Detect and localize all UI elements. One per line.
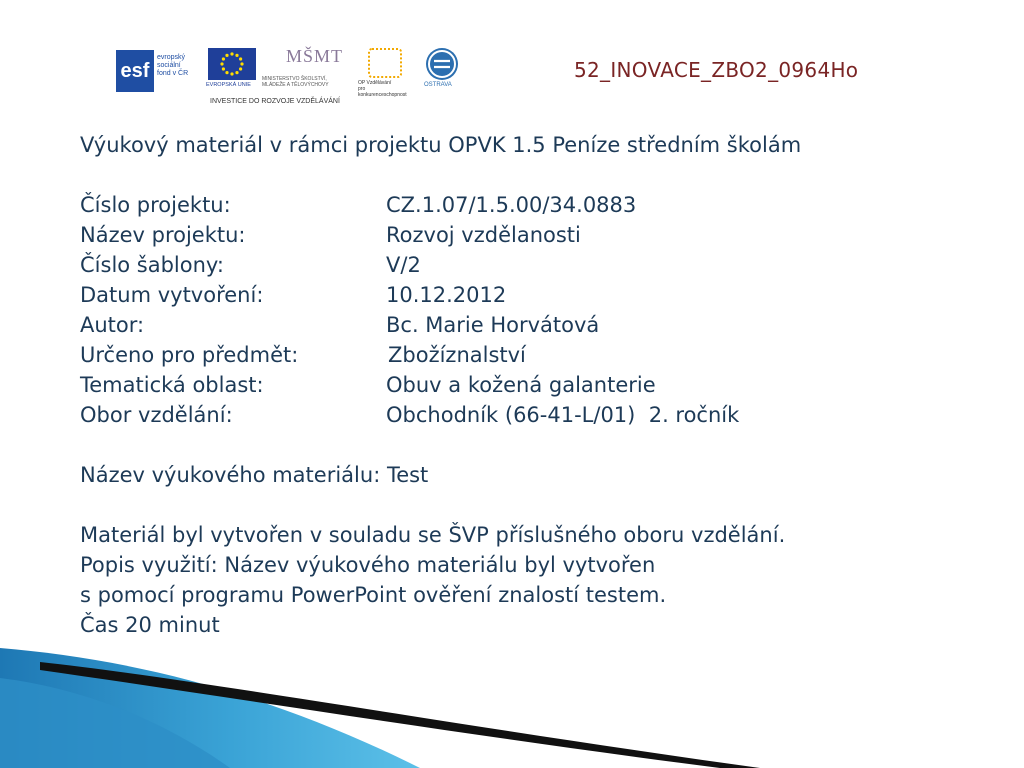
field-value: V/2 bbox=[386, 253, 421, 277]
esf-text: evropský sociální fond v ČR bbox=[157, 54, 189, 77]
op-mark-icon bbox=[368, 48, 402, 78]
description-line: Materiál byl vytvořen v souladu se ŠVP příslušného oboru vzdělání. bbox=[80, 523, 786, 547]
eu-logo bbox=[206, 48, 260, 98]
field-value: Zbožíznalství bbox=[388, 343, 526, 367]
field-label: Číslo projektu: bbox=[80, 193, 231, 217]
msmt-text: MINISTERSTVO ŠKOLSTVÍ, MLÁDEŽE A TĚLOVÝCHOVY bbox=[262, 76, 329, 88]
field-row bbox=[80, 370, 980, 400]
field-row bbox=[80, 220, 980, 250]
ostrava-logo bbox=[422, 48, 462, 98]
material-name-line: Název výukového materiálu: Test bbox=[80, 463, 429, 487]
field-label: Obor vzdělání: bbox=[80, 403, 233, 427]
field-value: Bc. Marie Horvátová bbox=[386, 313, 600, 337]
field-label: Autor: bbox=[80, 313, 145, 337]
slide-content bbox=[80, 130, 980, 640]
op-text: OP Vzdělávání pro konkurenceschopnost bbox=[358, 80, 407, 98]
logo-strip bbox=[112, 46, 472, 110]
field-value: CZ.1.07/1.5.00/34.0883 bbox=[386, 193, 637, 217]
esf-mark: esf bbox=[116, 50, 154, 92]
ostrava-emblem-icon bbox=[426, 48, 458, 80]
field-row bbox=[80, 340, 980, 370]
intro-line: Výukový materiál v rámci projektu OPVK 1.5 Peníze středním školám bbox=[80, 133, 802, 157]
msmt-mark: MŠMT bbox=[286, 46, 344, 66]
field-value: 10.12.2012 bbox=[386, 283, 507, 307]
time-line: Čas 20 minut bbox=[80, 613, 220, 637]
decorative-swoosh bbox=[0, 618, 760, 768]
field-value: Obchodník (66-41-L/01) 2. ročník bbox=[386, 403, 740, 427]
field-row bbox=[80, 310, 980, 340]
field-row bbox=[80, 190, 980, 220]
ostrava-text: OSTRAVA bbox=[424, 82, 452, 88]
eu-flag-icon bbox=[208, 48, 256, 80]
material-code: 52_INOVACE_ZBO2_0964Ho bbox=[574, 58, 859, 82]
description-line: Popis využití: Název výukového materiálu byl vytvořen bbox=[80, 553, 656, 577]
field-label: Určeno pro předmět: bbox=[80, 343, 299, 367]
field-row bbox=[80, 250, 980, 280]
description-line: s pomocí programu PowerPoint ověření znalostí testem. bbox=[80, 583, 667, 607]
field-label: Tematická oblast: bbox=[80, 373, 264, 397]
field-label: Datum vytvoření: bbox=[80, 283, 264, 307]
field-value: Obuv a kožená galanterie bbox=[386, 373, 656, 397]
op-logo bbox=[358, 48, 410, 98]
field-row bbox=[80, 400, 980, 430]
esf-logo bbox=[112, 50, 202, 98]
msmt-logo bbox=[262, 46, 352, 98]
field-label: Číslo šablony: bbox=[80, 253, 224, 277]
eu-text: EVROPSKÁ UNIE bbox=[206, 82, 251, 88]
field-label: Název projektu: bbox=[80, 223, 246, 247]
field-row bbox=[80, 280, 980, 310]
invest-tagline: INVESTICE DO ROZVOJE VZDĚLÁVÁNÍ bbox=[210, 98, 340, 105]
field-value: Rozvoj vzdělanosti bbox=[386, 223, 581, 247]
